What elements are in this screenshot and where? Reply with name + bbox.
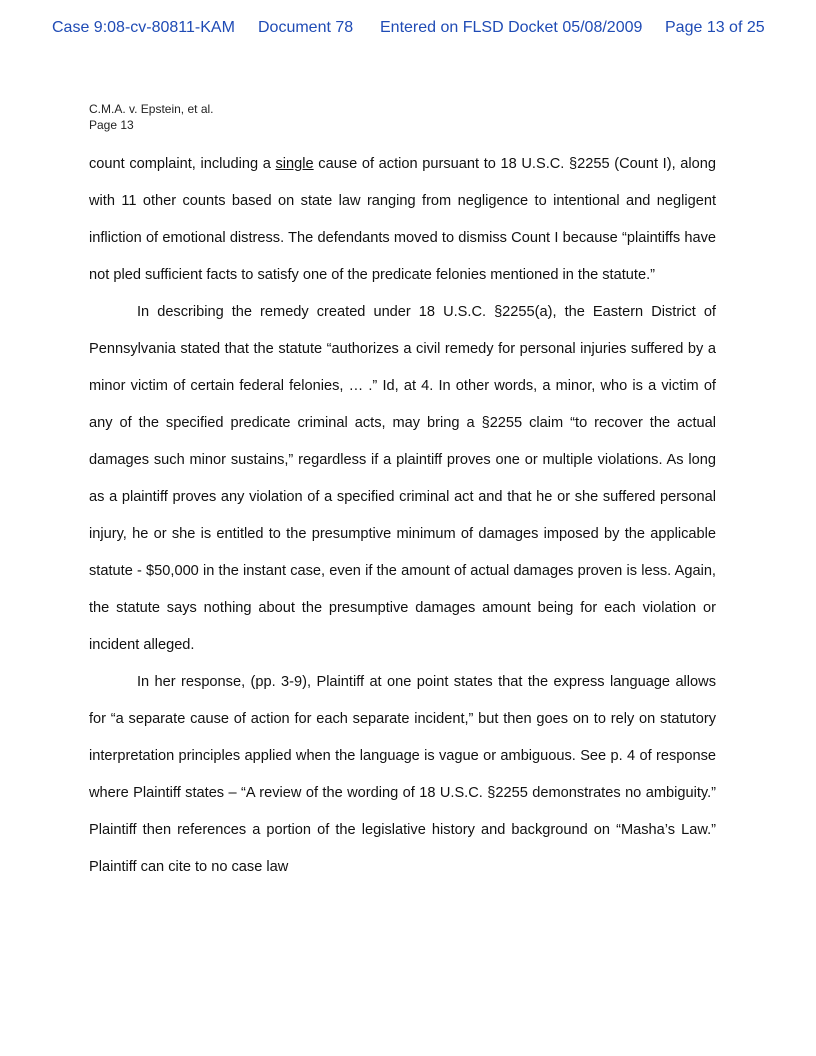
- docket-stamp: [0, 17, 816, 39]
- caption-title: C.M.A. v. Epstein, et al.: [89, 102, 214, 116]
- stamp-entered-date: Entered on FLSD Docket 05/08/2009: [380, 19, 643, 36]
- paragraph-2: In describing the remedy created under 18 U.S.C. §2255(a), the Eastern District of Pennsylvania stated that the statute “authorizes a civil remedy for personal injuries suffered by a minor victim of certain federal felonies, … .” Id, at 4. In other words, a minor, who is a victim of any of the specified predicate criminal acts, may bring a §2255 claim “to recover the actual damages such minor sustains,” regardless if a plaintiff proves one or multiple violations. As long as a plaintiff proves any violation of a specified criminal act and that he or she suffered personal injury, he or she is entitled to the presumptive minimum of damages imposed by the applicable statute - $50,000 in the instant case, even if the amount of actual damages proven is less. Again, the statute says nothing about the presumptive damages amount being for each violation or incident alleged.: [89, 304, 716, 653]
- paragraph-3: In her response, (pp. 3-9), Plaintiff at one point states that the express language allows for “a separate cause of action for each separate incident,” but then goes on to rely on statutory interpretation principles applied when the language is vague or ambiguous. See p. 4 of response where Plaintiff states – “A review of the wording of 18 U.S.C. §2255 demonstrates no ambiguity.” Plaintiff then references a portion of the legislative history and background on “Masha’s Law.” Plaintiff can cite to no case law: [89, 674, 716, 875]
- paragraph-1: [89, 146, 716, 294]
- case-caption: [89, 101, 214, 133]
- stamp-case-number: Case 9:08-cv-80811-KAM: [52, 19, 235, 36]
- document-body: [89, 146, 716, 886]
- caption-page: Page 13: [89, 118, 134, 132]
- paragraph-1-start: count complaint, including a: [89, 156, 276, 172]
- stamp-document-number: Document 78: [258, 19, 354, 36]
- underlined-word: single: [275, 156, 314, 172]
- stamp-page-count: Page 13 of 25: [665, 19, 765, 36]
- paragraph-1-rest: cause of action pursuant to 18 U.S.C. §2255 (Count I), along with 11 other counts based on state law ranging from negligence to intentional and negligent infliction of emotional distress. The defendants moved to dismiss Count I because “plaintiffs have not pled sufficient facts to satisfy one of the predicate felonies mentioned in the statute.”: [89, 156, 716, 283]
